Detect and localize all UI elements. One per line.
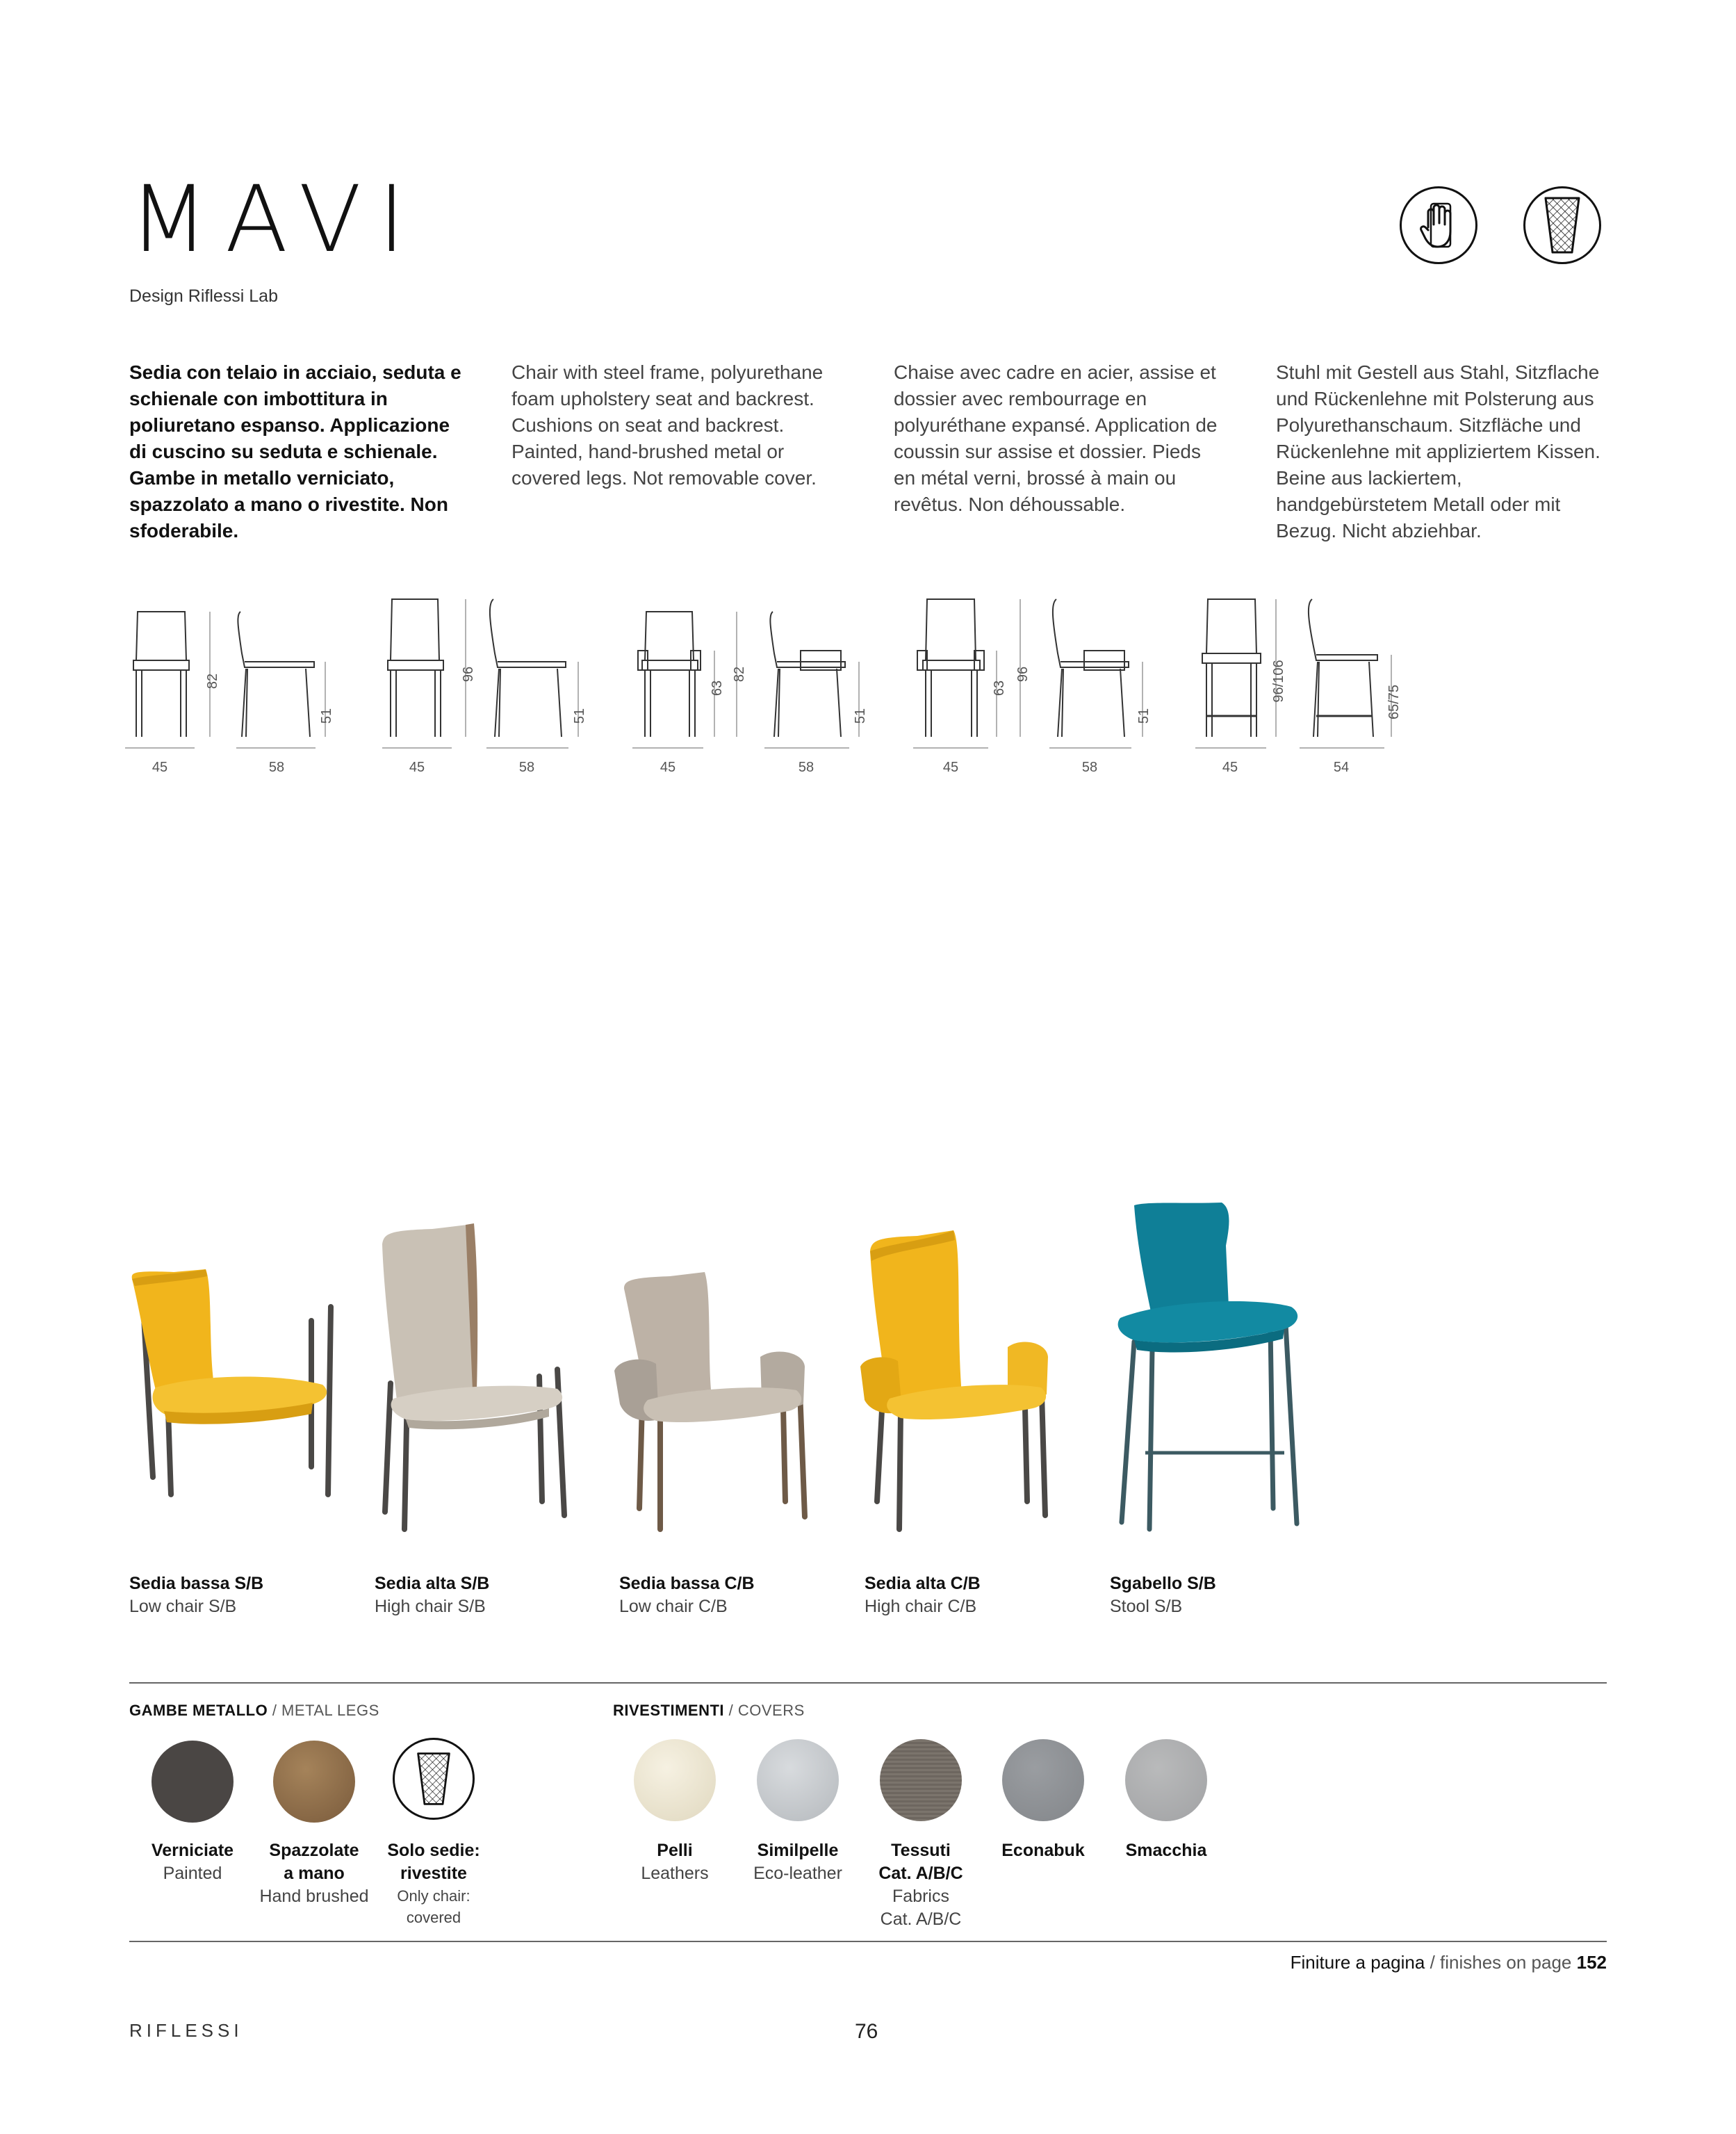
label-en: Eco-leather: [753, 1864, 842, 1883]
covered-leg-icon: [414, 1750, 453, 1808]
swatch-painted[interactable]: [152, 1741, 234, 1823]
product-name-en: High chair C/B: [865, 1597, 977, 1616]
dimension-height: 96/106: [1271, 660, 1286, 703]
product-photo-low-chair: [132, 1269, 331, 1494]
product-name-en: High chair S/B: [375, 1597, 486, 1616]
dimension-height: 96: [461, 666, 476, 683]
brand-name: RIFLESSI: [129, 2020, 243, 2041]
product-photo-high-armchair: [860, 1230, 1048, 1529]
page-number: 76: [855, 2020, 878, 2043]
covers-label-leathers: [609, 1839, 741, 1885]
product-name-it: Sedia bassa S/B: [129, 1574, 264, 1593]
swatch-leathers[interactable]: [634, 1739, 716, 1821]
dimension-drawings: [118, 584, 1480, 785]
product-caption: [375, 1572, 583, 1618]
dimension-seat-height: 51: [319, 708, 334, 724]
section-subtitle: / COVERS: [728, 1702, 805, 1719]
dimension-depth: 54: [1333, 760, 1350, 775]
product-photos: [125, 1203, 1320, 1564]
swatch-eco-leather[interactable]: [757, 1739, 839, 1821]
product-caption: [129, 1572, 338, 1618]
dimension-depth: 58: [268, 760, 285, 775]
covers-label-eco-leather: [732, 1839, 864, 1885]
label-en: Only chair:: [397, 1887, 470, 1905]
dimension-width: 45: [1222, 760, 1238, 775]
dimension-width: 45: [942, 760, 959, 775]
dimension-seat-height: 51: [1136, 708, 1152, 724]
dimension-seat-height: 65/75: [1386, 684, 1402, 720]
metal-legs-heading: [129, 1702, 379, 1720]
dimension-depth: 58: [518, 760, 535, 775]
covers-label-smacchia: [1100, 1839, 1232, 1862]
dimension-width: 45: [660, 760, 676, 775]
label-en: Leathers: [641, 1864, 709, 1883]
label-it: rivestite: [400, 1864, 467, 1883]
label-it: Solo sedie:: [387, 1841, 480, 1860]
label-en: Fabrics: [892, 1887, 949, 1906]
section-subtitle: / METAL LEGS: [272, 1702, 379, 1719]
finishes-label-en: / finishes on page: [1430, 1952, 1572, 1973]
covers-heading: [613, 1702, 805, 1720]
legs-label-hand-brushed: [248, 1839, 380, 1908]
swatch-hand-brushed[interactable]: [273, 1741, 355, 1823]
covers-label-econabuk: [977, 1839, 1109, 1862]
label-it: Similpelle: [757, 1841, 839, 1860]
dimension-height: 82: [205, 673, 220, 690]
label-en: Hand brushed: [259, 1887, 369, 1906]
product-caption: [1110, 1572, 1318, 1618]
description-german: Stuhl mit Gestell aus Stahl, Sitzflache und Rückenlehne mit Polsterung aus Polyurethanschaum. Sitzfläche und Rückenlehne mit appliziertem Kissen. Beine aus lackiertem, handgebürstetem Metall oder mit Bezug. Nicht abziehbar.: [1276, 361, 1600, 541]
label-it: Tessuti: [891, 1841, 951, 1860]
dimension-depth: 58: [1081, 760, 1098, 775]
hand-brushed-icon: [1400, 186, 1477, 264]
finishes-page-link[interactable]: 152: [1576, 1952, 1607, 1973]
covers-label-fabrics: [855, 1839, 987, 1931]
label-en: Cat. A/B/C: [880, 1909, 962, 1929]
dimension-width: 45: [409, 760, 425, 775]
label-it: Spazzolate: [269, 1841, 359, 1860]
dimension-height: 96: [1015, 666, 1031, 683]
product-name-it: Sedia alta S/B: [375, 1574, 490, 1593]
product-photo-stool: [1118, 1203, 1298, 1529]
product-name-it: Sedia bassa C/B: [619, 1574, 755, 1593]
dimension-height: 82: [732, 666, 747, 683]
swatch-covered[interactable]: [393, 1738, 475, 1820]
label-en: Painted: [163, 1864, 222, 1883]
dimension-arm-height: 63: [710, 680, 725, 697]
description-english: Chair with steel frame, polyurethane foam upholstery seat and backrest. Cushions on seat and backrest. Painted, hand-brushed metal or covered legs. Not removable cover.: [511, 361, 824, 489]
page-title: MAVI: [129, 166, 422, 273]
label-en: covered: [406, 1909, 461, 1926]
product-name-it: Sgabello S/B: [1110, 1574, 1216, 1593]
swatch-fabrics[interactable]: [880, 1739, 962, 1821]
section-title: GAMBE METALLO: [129, 1702, 268, 1719]
product-name-en: Stool S/B: [1110, 1597, 1183, 1616]
dimension-seat-height: 51: [853, 708, 868, 724]
dimension-arm-height: 63: [992, 680, 1007, 697]
label-it: Cat. A/B/C: [878, 1864, 963, 1883]
section-divider: [129, 1941, 1607, 1942]
section-divider: [129, 1682, 1607, 1684]
product-caption: [619, 1572, 828, 1618]
covered-leg-icon: [1523, 186, 1601, 264]
description-italian: Sedia con telaio in acciaio, seduta e schienale con imbottitura in poliuretano espanso. Applicazione di cuscino su seduta e schienale. Gambe in metallo verniciato, spazzolato a mano o rivestite. Non sfoderabile.: [129, 361, 461, 541]
product-photo-low-armchair: [614, 1272, 805, 1529]
label-it: Econabuk: [1001, 1841, 1085, 1860]
finishes-reference: [1291, 1952, 1607, 1973]
section-title: RIVESTIMENTI: [613, 1702, 725, 1719]
swatch-smacchia[interactable]: [1125, 1739, 1207, 1821]
legs-label-covered: [368, 1839, 500, 1928]
designer-credit: Design Riflessi Lab: [129, 286, 278, 306]
product-photo-high-chair: [382, 1223, 564, 1529]
dimension-depth: 58: [798, 760, 814, 775]
product-name-en: Low chair S/B: [129, 1597, 237, 1616]
product-name-en: Low chair C/B: [619, 1597, 728, 1616]
product-name-it: Sedia alta C/B: [865, 1574, 981, 1593]
swatch-econabuk[interactable]: [1002, 1739, 1084, 1821]
label-it: a mano: [284, 1864, 345, 1883]
finishes-label-it: Finiture a pagina: [1290, 1952, 1425, 1973]
label-it: Smacchia: [1125, 1841, 1207, 1860]
dimension-width: 45: [152, 760, 168, 775]
label-it: Verniciate: [151, 1841, 234, 1860]
product-caption: [865, 1572, 1073, 1618]
legs-label-painted: [126, 1839, 259, 1885]
dimension-seat-height: 51: [572, 708, 587, 724]
label-it: Pelli: [657, 1841, 693, 1860]
description-french: Chaise avec cadre en acier, assise et dossier avec rembourrage en polyuréthane expansé. Application de coussin sur assise et dossier. Pieds en métal verni, brossé à main ou revêtus. Non déhoussable.: [894, 361, 1218, 515]
